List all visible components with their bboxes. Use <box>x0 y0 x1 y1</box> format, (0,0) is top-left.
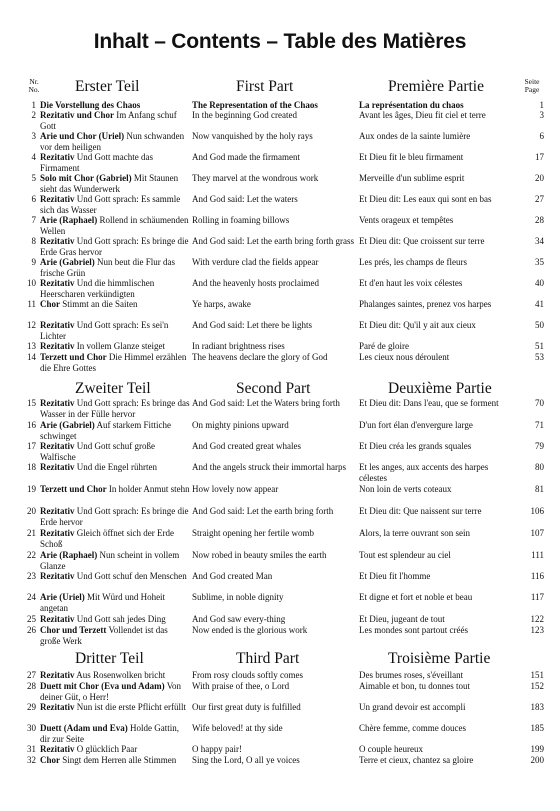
german-movement-type: Rezitativ <box>40 670 75 680</box>
german-movement-type: Rezitativ <box>40 702 75 712</box>
german-text: Stimmt an die Saiten <box>62 299 138 309</box>
english-title: The heavens declare the glory of God <box>192 352 328 362</box>
french-title: Et d'en haut les voix célestes <box>359 278 463 288</box>
page-number: 199 <box>530 744 544 754</box>
part-heading-fr: Première Partie <box>388 78 484 95</box>
part-heading-en: Second Part <box>236 380 311 397</box>
french-title: Et Dieu dit: Dans l'eau, que se forment <box>359 398 499 408</box>
french-title: Et Dieu créa les grands squales <box>359 441 472 451</box>
page-number: 71 <box>535 420 544 430</box>
german-title <box>40 341 190 352</box>
french-title: Avant les âges, Dieu fit ciel et terre <box>359 110 486 120</box>
page-number: 40 <box>535 278 544 288</box>
page-number: 35 <box>535 257 544 267</box>
english-title: In radiant brightness rises <box>192 341 285 351</box>
german-text: Nun ist die erste Pflicht erfüllt <box>76 702 186 712</box>
german-text: Vollendet ist das große Werk <box>40 625 168 646</box>
entry-number: 22 <box>27 550 36 560</box>
page-number: 117 <box>530 592 544 602</box>
french-title: Phalanges saintes, prenez vos harpes <box>359 299 492 309</box>
german-title <box>40 131 190 152</box>
english-title: Our first great duty is fulfilled <box>192 702 301 712</box>
english-title: Now robed in beauty smiles the earth <box>192 550 327 560</box>
part-heading-de: Erster Teil <box>75 78 140 95</box>
german-title <box>40 441 190 462</box>
german-text: Mit Würd und Hoheit angetan <box>40 592 166 613</box>
german-title <box>40 215 190 236</box>
french-title: Merveille d'un sublime esprit <box>359 173 465 183</box>
german-title <box>40 702 190 713</box>
german-title <box>40 571 190 582</box>
english-title: How lovely now appear <box>192 484 279 494</box>
entry-number: 29 <box>27 702 36 712</box>
entry-number: 20 <box>27 506 36 516</box>
german-title <box>40 550 190 571</box>
english-title: And God said: Let the earth bring forth <box>192 506 334 516</box>
german-movement-type: Rezitativ <box>40 320 75 330</box>
entry-number: 17 <box>27 441 36 451</box>
german-title <box>40 506 190 527</box>
english-title: And God said: Let the earth bring forth grass <box>192 236 354 246</box>
entry-number: 19 <box>27 484 36 494</box>
german-title <box>40 278 190 299</box>
german-title <box>40 398 190 419</box>
french-title: Et digne et fort et noble et beau <box>359 592 473 602</box>
english-title: The Representation of the Chaos <box>192 100 318 110</box>
german-movement-type: Rezitativ und Chor <box>40 110 114 120</box>
german-movement-type: Rezitativ <box>40 398 75 408</box>
english-title: And the heavenly hosts proclaimed <box>192 278 319 288</box>
german-text: Und Gott sprach: Es sammle sich das Wasser <box>40 194 181 215</box>
entry-number: 2 <box>31 110 36 120</box>
german-text: Und die himmlischen Heerscharen verkündigten <box>40 278 155 299</box>
french-title: D'un fort élan d'envergure large <box>359 420 473 430</box>
page-number: 51 <box>535 341 544 351</box>
german-text: Auf starkem Fittiche schwinget <box>40 420 171 441</box>
english-title: O happy pair! <box>192 744 242 754</box>
french-title: Les mondes sont partout créés <box>359 625 468 635</box>
german-text: Die Himmel erzählen die Ehre Gottes <box>40 352 187 373</box>
french-title: La représentation du chaos <box>359 100 464 110</box>
german-movement-type: Rezitativ <box>40 441 75 451</box>
german-movement-type: Rezitativ <box>40 341 75 351</box>
english-title: With praise of thee, o Lord <box>192 681 290 691</box>
german-title <box>40 744 190 755</box>
page-title: Inhalt – Contents – Table des Matières <box>93 30 467 53</box>
french-title: Paré de gloire <box>359 341 409 351</box>
german-title <box>40 670 190 681</box>
german-title <box>40 320 190 341</box>
seite-label: Seite <box>524 77 540 86</box>
page-number: 122 <box>530 614 544 624</box>
french-title: Et Dieu fit le bleu firmament <box>359 152 464 162</box>
number-column-label <box>24 78 44 94</box>
english-title: On mighty pinions upward <box>192 420 289 430</box>
french-title: Et les anges, aux accents des harpes célestes <box>359 462 489 483</box>
entry-number: 27 <box>27 670 36 680</box>
german-text: Aus Rosenwolken bricht <box>76 670 166 680</box>
english-title: And God created Man <box>192 571 273 581</box>
german-text: In vollem Glanze steiget <box>76 341 165 351</box>
page-number: 41 <box>535 299 544 309</box>
french-title: Et Dieu, jugeant de tout <box>359 614 445 624</box>
english-title: From rosy clouds softly comes <box>192 670 303 680</box>
entry-number: 32 <box>27 755 36 765</box>
german-movement-type: Chor und Terzett <box>40 625 107 635</box>
french-title: Et Dieu dit: Que naissent sur terre <box>359 506 482 516</box>
german-text: Nun schwanden vor dem heiligen <box>40 131 185 152</box>
french-title: O couple heureux <box>359 744 423 754</box>
entry-number: 21 <box>27 528 36 538</box>
page-number: 107 <box>530 528 544 538</box>
german-title <box>40 625 190 646</box>
german-movement-type: Rezitativ <box>40 571 75 581</box>
entry-number: 31 <box>27 744 36 754</box>
french-title: Aux ondes de la sainte lumière <box>359 131 471 141</box>
english-title: And God created great whales <box>192 441 301 451</box>
entry-number: 8 <box>31 236 36 246</box>
part-heading-de: Dritter Teil <box>75 650 144 667</box>
french-title: Les cieux nous déroulent <box>359 352 450 362</box>
entry-number: 3 <box>31 131 36 141</box>
german-text: Gleich öffnet sich der Erde Schoß <box>40 528 175 549</box>
german-movement-type: Rezitativ <box>40 462 75 472</box>
french-title: Un grand devoir est accompli <box>359 702 466 712</box>
entry-number: 30 <box>27 723 36 733</box>
german-movement-type: Terzett und Chor <box>40 352 107 362</box>
german-movement-type: Arie (Raphael) <box>40 550 98 560</box>
german-movement-type: Rezitativ <box>40 236 75 246</box>
french-title: Tout est splendeur au ciel <box>359 550 451 560</box>
page-number: 200 <box>530 755 544 765</box>
page-number: 17 <box>535 152 544 162</box>
english-title: And God said: Let the waters <box>192 194 298 204</box>
german-movement-type: Die Vorstellung des Chaos <box>40 100 141 110</box>
page-number: 185 <box>530 723 544 733</box>
german-movement-type: Rezitativ <box>40 614 75 624</box>
german-movement-type: Rezitativ <box>40 194 75 204</box>
french-title: Vents orageux et tempêtes <box>359 215 454 225</box>
german-text: O glücklich Paar <box>76 744 138 754</box>
no-label: No. <box>28 85 40 94</box>
entry-number: 16 <box>27 420 36 430</box>
page-number: 20 <box>535 173 544 183</box>
german-text: Singt dem Herren alle Stimmen <box>62 755 177 765</box>
german-movement-type: Rezitativ <box>40 528 75 538</box>
german-title <box>40 528 190 549</box>
page-label: Page <box>524 85 540 94</box>
german-title <box>40 257 190 278</box>
page-column-label <box>521 78 543 94</box>
german-text: Und Gott schuf große Walfische <box>40 441 155 462</box>
page-number: 80 <box>535 462 544 472</box>
german-movement-type: Arie (Gabriel) <box>40 420 95 430</box>
page-number: 152 <box>530 681 544 691</box>
english-title: Wife beloved! at thy side <box>192 723 283 733</box>
german-text: Von deiner Güt, o Herr! <box>40 681 182 702</box>
page-number: 3 <box>539 110 544 120</box>
entry-number: 24 <box>27 592 36 602</box>
german-title <box>40 100 190 111</box>
german-movement-type: Rezitativ <box>40 152 75 162</box>
english-title: Rolling in foaming billows <box>192 215 290 225</box>
german-title <box>40 681 190 702</box>
german-title <box>40 614 190 625</box>
german-movement-type: Rezitativ <box>40 744 75 754</box>
german-text: Mit Staunen sieht das Wunderwerk <box>40 173 179 194</box>
german-text: Und Gott sprach: Es bringe die Erde hervor <box>40 506 189 527</box>
german-text: Holde Gattin, dir zur Seite <box>40 723 180 744</box>
german-title <box>40 110 190 131</box>
entry-number: 11 <box>27 299 36 309</box>
english-title: Now ended is the glorious work <box>192 625 308 635</box>
page-number: 50 <box>535 320 544 330</box>
german-movement-type: Chor <box>40 755 60 765</box>
entry-number: 13 <box>27 341 36 351</box>
page-number: 34 <box>535 236 544 246</box>
german-movement-type: Arie (Uriel) <box>40 592 85 602</box>
page-number: 28 <box>535 215 544 225</box>
part-heading-en: First Part <box>236 78 294 95</box>
part-heading-de: Zweiter Teil <box>75 380 151 397</box>
french-title: Et Dieu dit: Les eaux qui sont en bas <box>359 194 492 204</box>
german-movement-type: Arie und Chor (Uriel) <box>40 131 125 141</box>
french-title: Chère femme, comme douces <box>359 723 466 733</box>
entry-number: 18 <box>27 462 36 472</box>
german-movement-type: Arie (Raphael) <box>40 215 98 225</box>
german-movement-type: Solo mit Chor (Gabriel) <box>40 173 132 183</box>
german-text: Und Gott schuf den Menschen <box>76 571 187 581</box>
page-number: 70 <box>535 398 544 408</box>
entry-number: 1 <box>31 100 36 110</box>
english-title: They marvel at the wondrous work <box>192 173 319 183</box>
entry-number: 4 <box>31 152 36 162</box>
german-title <box>40 194 190 215</box>
french-title: Et Dieu dit: Qu'il y ait aux cieux <box>359 320 476 330</box>
page-number: 6 <box>539 131 544 141</box>
german-title <box>40 173 190 194</box>
english-title: And God saw every-thing <box>192 614 286 624</box>
german-title <box>40 352 190 373</box>
german-movement-type: Rezitativ <box>40 278 75 288</box>
nr-label: Nr. <box>29 77 39 86</box>
english-title: Sublime, in noble dignity <box>192 592 284 602</box>
page-number: 27 <box>535 194 544 204</box>
english-title: With verdure clad the fields appear <box>192 257 319 267</box>
french-title: Terre et cieux, chantez sa gloire <box>359 755 474 765</box>
english-title: Sing the Lord, O all ye voices <box>192 755 300 765</box>
page-number: 116 <box>530 571 544 581</box>
german-title <box>40 484 190 495</box>
german-text: Nun beut die Flur das frische Grün <box>40 257 175 278</box>
german-title <box>40 299 190 310</box>
german-movement-type: Duett (Adam und Eva) <box>40 723 128 733</box>
entry-number: 14 <box>27 352 36 362</box>
english-title: And God said: Let the Waters bring forth <box>192 398 340 408</box>
entry-number: 10 <box>27 278 36 288</box>
english-title: Now vanquished by the holy rays <box>192 131 313 141</box>
page-number: 151 <box>530 670 544 680</box>
english-title: And God made the firmament <box>192 152 300 162</box>
german-movement-type: Duett mit Chor (Eva und Adam) <box>40 681 165 691</box>
german-movement-type: Terzett und Chor <box>40 484 107 494</box>
german-text: Und Gott sah jedes Ding <box>76 614 166 624</box>
entry-number: 15 <box>27 398 36 408</box>
english-title: And God said: Let there be lights <box>192 320 312 330</box>
french-title: Non loin de verts coteaux <box>359 484 452 494</box>
english-title: In the beginning God created <box>192 110 297 120</box>
german-text: Und Gott sprach: Es bringe das Wasser in der Fülle hervor <box>40 398 190 419</box>
german-text: Und Gott sprach: Es bringe die Erde Gras hervor <box>40 236 189 257</box>
german-text: In holder Anmut stehn <box>108 484 190 494</box>
german-text: Und Gott machte das Firmament <box>40 152 153 173</box>
entry-number: 7 <box>31 215 36 225</box>
german-title <box>40 723 190 744</box>
german-title <box>40 462 190 473</box>
german-movement-type: Rezitativ <box>40 506 75 516</box>
french-title: Et Dieu dit: Que croissent sur terre <box>359 236 485 246</box>
entry-number: 28 <box>27 681 36 691</box>
german-title <box>40 420 190 441</box>
french-title: Alors, la terre ouvrant son sein <box>359 528 470 538</box>
english-title: Straight opening her fertile womb <box>192 528 314 538</box>
page-number: 106 <box>530 506 544 516</box>
german-title <box>40 592 190 613</box>
german-movement-type: Arie (Gabriel) <box>40 257 95 267</box>
entry-number: 6 <box>31 194 36 204</box>
entry-number: 25 <box>27 614 36 624</box>
page-number: 1 <box>539 100 544 110</box>
part-heading-en: Third Part <box>236 650 300 667</box>
part-heading-fr: Troisième Partie <box>388 650 491 667</box>
french-title: Des brumes roses, s'éveillant <box>359 670 464 680</box>
french-title: Les prés, les champs de fleurs <box>359 257 467 267</box>
entry-number: 12 <box>27 320 36 330</box>
german-text: Und Gott sprach: Es sei'n Lichter <box>40 320 169 341</box>
french-title: Et Dieu fit l'homme <box>359 571 431 581</box>
entry-number: 23 <box>27 571 36 581</box>
german-title <box>40 236 190 257</box>
english-title: And the angels struck their immortal harps <box>192 462 346 472</box>
entry-number: 26 <box>27 625 36 635</box>
french-title: Aimable et bon, tu donnes tout <box>359 681 470 691</box>
page-number: 183 <box>530 702 544 712</box>
entry-number: 5 <box>31 173 36 183</box>
page-number: 123 <box>530 625 544 635</box>
german-text: Nun scheint in vollem Glanze <box>40 550 180 571</box>
page-number: 111 <box>531 550 544 560</box>
german-text: Rollend in schäumenden Wellen <box>40 215 189 236</box>
english-title: Ye harps, awake <box>192 299 251 309</box>
german-title <box>40 755 190 766</box>
german-title <box>40 152 190 173</box>
german-text: Und die Engel rührten <box>76 462 157 472</box>
page-number: 79 <box>535 441 544 451</box>
page-number: 53 <box>535 352 544 362</box>
german-text: Im Anfang schuf Gott <box>40 110 177 131</box>
german-movement-type: Chor <box>40 299 60 309</box>
part-heading-fr: Deuxième Partie <box>388 380 492 397</box>
page-number: 81 <box>535 484 544 494</box>
entry-number: 9 <box>31 257 36 267</box>
